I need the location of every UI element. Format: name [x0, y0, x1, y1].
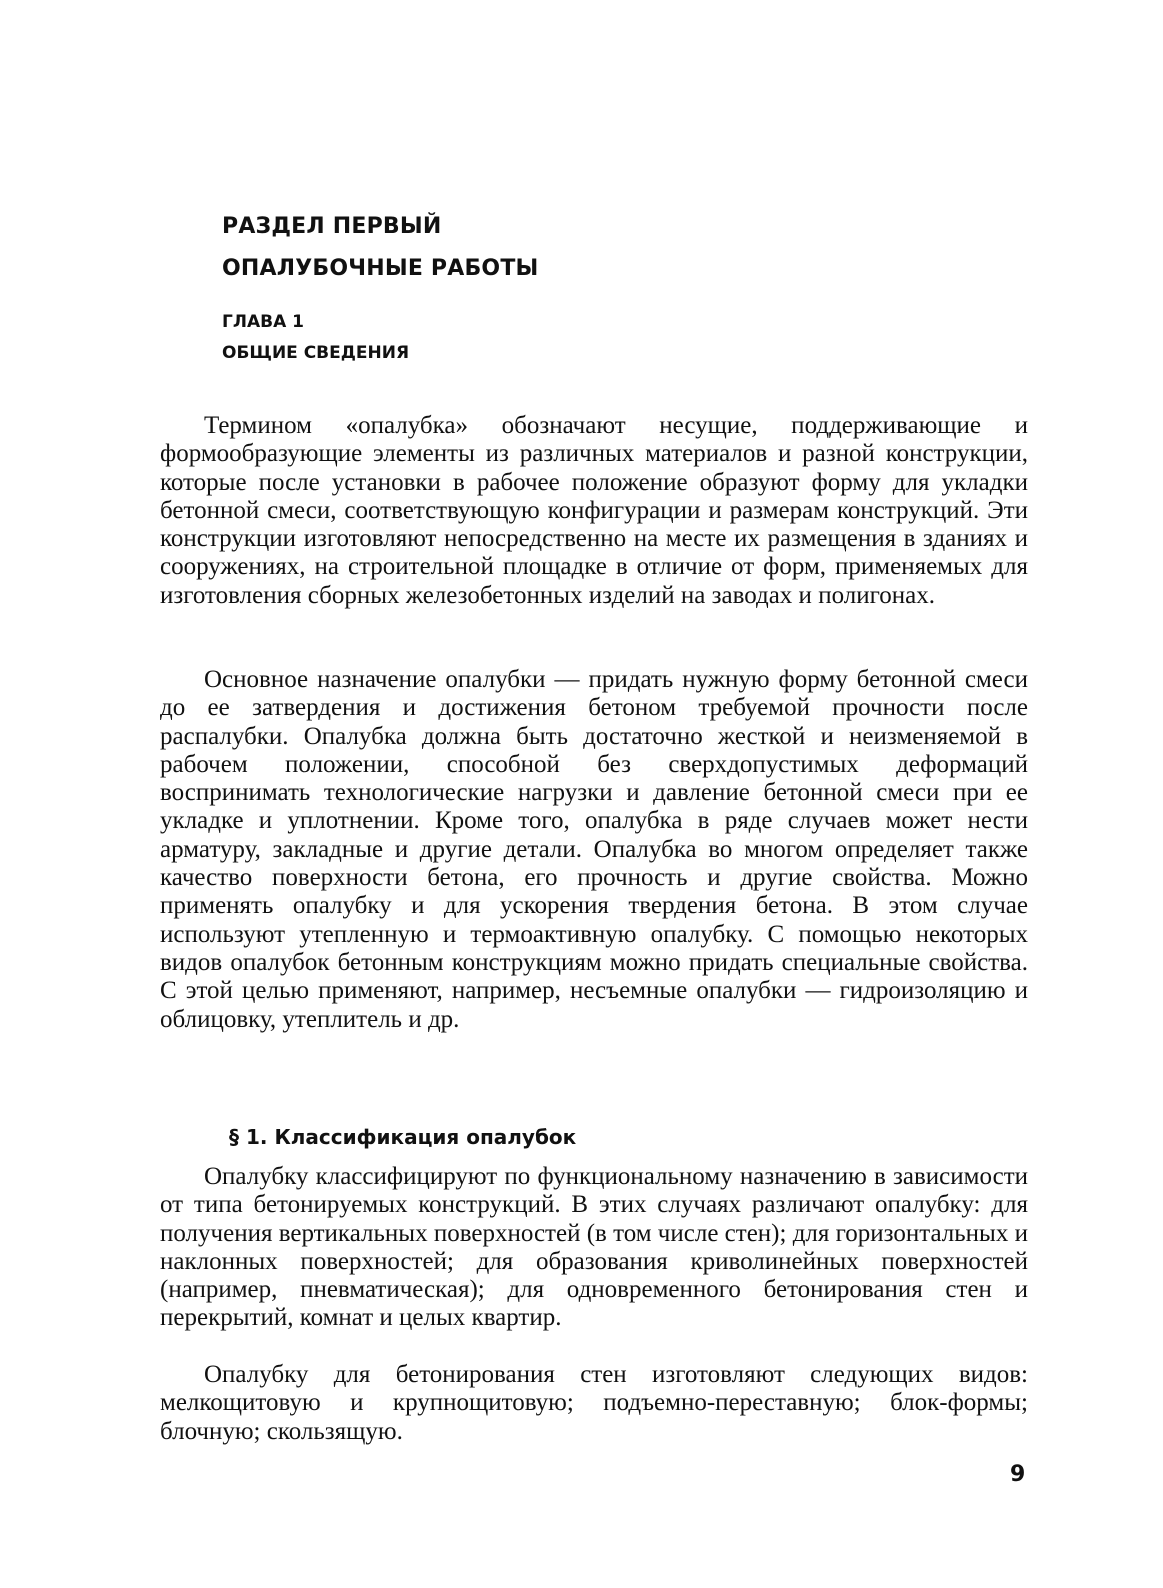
body-paragraph: Опалубку для бетонирования стен изготовляют следующих видов: мелкощитовую и крупнощитовую; подъемно-переставную; блок-формы; блочную; скользящую. — [160, 1361, 1028, 1445]
chapter-title: ОБЩИЕ СВЕДЕНИЯ — [222, 343, 410, 363]
body-paragraph: Термином «опалубка» обозначают несущие, поддерживающие и формообразующие элементы из различных материалов и разной конструкции, которые после установки в рабочее положение образуют форму для укладки бетонной смеси, соответствующую конфигурации и размерам конструкций. Эти конструкции изготовляют непосредственно на месте их размещения в зданиях и сооружениях, на строительной площадке в отличие от форм, применяемых для изготовления сборных железобетонных изделий на заводах и полигонах. — [160, 412, 1028, 609]
chapter-label: ГЛАВА 1 — [222, 312, 304, 332]
section-label: РАЗДЕЛ ПЕРВЫЙ — [222, 214, 442, 239]
subsection-title: § 1. Классификация опалубок — [229, 1125, 577, 1149]
body-paragraph: Основное назначение опалубки — придать нужную форму бетонной смеси до ее затвердения и достижения бетоном требуемой прочности после распалубки. Опалубка должна быть достаточно жесткой и неизменяемой в рабочем положении, способной без сверхдопустимых деформаций воспринимать технологические нагрузки и давление бетонной смеси при ее укладке и уплотнении. Кроме того, опалубка в ряде случаев может нести арматуру, закладные и другие детали. Опалубка во многом определяет также качество поверхности бетона, его прочность и другие свойства. Можно применять опалубку и для ускорения твердения бетона. В этом случае используют утепленную и термоактивную опалубку. С помощью некоторых видов опалубок бетонным конструкциям можно придать специальные свойства. С этой целью применяют, например, несъемные опалубки — гидроизоляцию и облицовку, утеплитель и др. — [160, 666, 1028, 1033]
body-paragraph: Опалубку классифицируют по функциональному назначению в зависимости от типа бетонируемых конструкций. В этих случаях различают опалубку: для получения вертикальных поверхностей (в том числе стен); для горизонтальных и наклонных поверхностей; для образования криволинейных поверхностей (например, пневматическая); для одновременного бетонирования стен и перекрытий, комнат и целых квартир. — [160, 1163, 1028, 1332]
page-number: 9 — [1010, 1462, 1026, 1487]
section-title: ОПАЛУБОЧНЫЕ РАБОТЫ — [222, 256, 539, 281]
